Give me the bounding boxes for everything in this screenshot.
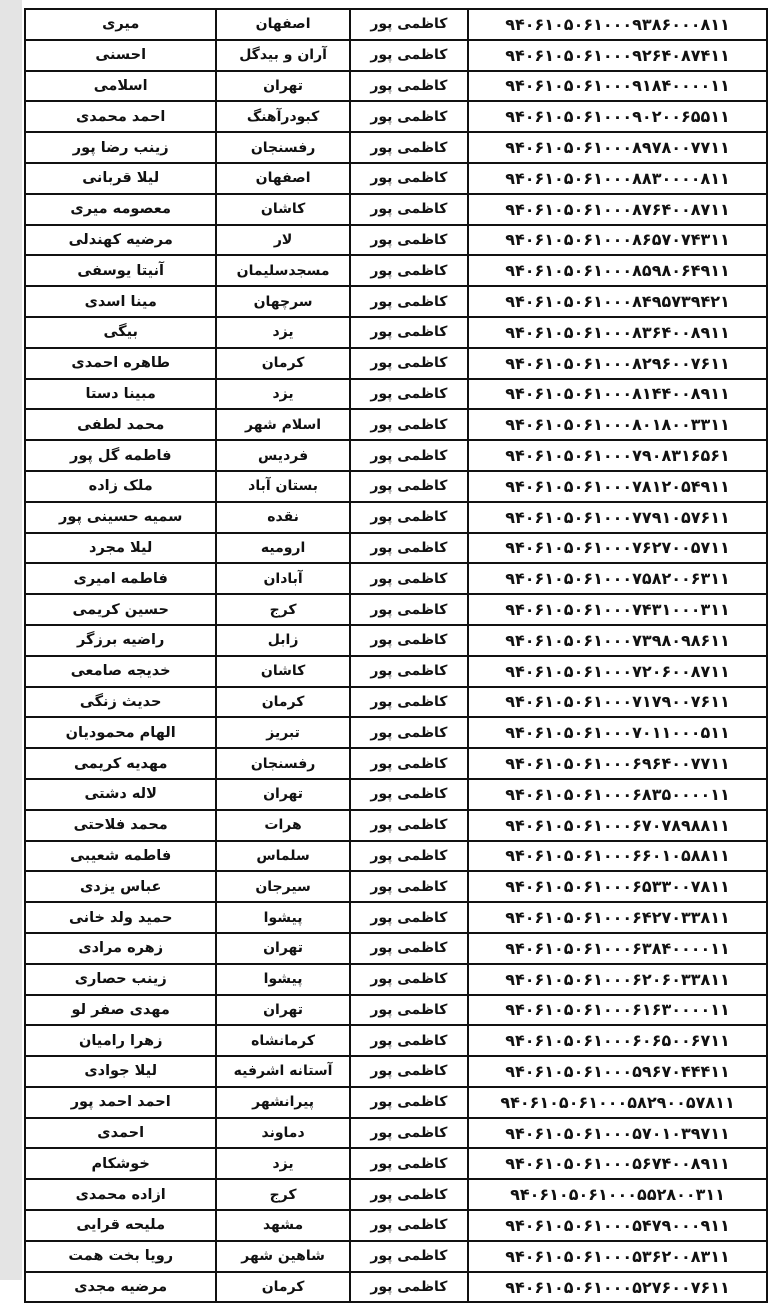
- left-margin-strip: [0, 0, 22, 1280]
- city-cell: دماوند: [216, 1118, 349, 1149]
- city-cell: یزد: [216, 317, 349, 348]
- name-cell: مهدی صفر لو: [25, 995, 216, 1026]
- city-cell: کرمان: [216, 687, 349, 718]
- table-row: [25, 1087, 767, 1118]
- account-code-cell: ۹۴۰۶۱۰۵۰۶۱۰۰۰۹۳۸۶۰۰۰۸۱۱: [468, 9, 767, 40]
- surname-cell: کاظمی پور: [350, 1087, 468, 1118]
- account-code-cell: ۹۴۰۶۱۰۵۰۶۱۰۰۰۵۶۷۴۰۰۸۹۱۱: [468, 1148, 767, 1179]
- account-code-cell: ۹۴۰۶۱۰۵۰۶۱۰۰۰۶۰۶۵۰۰۶۷۱۱: [468, 1025, 767, 1056]
- city-cell: تهران: [216, 933, 349, 964]
- name-cell: لیلا مجرد: [25, 533, 216, 564]
- name-cell: زهرا رامیان: [25, 1025, 216, 1056]
- account-code-cell: ۹۴۰۶۱۰۵۰۶۱۰۰۰۵۷۰۱۰۳۹۷۱۱: [468, 1118, 767, 1149]
- name-cell: مرضیه مجدی: [25, 1272, 216, 1303]
- name-cell: حسین کریمی: [25, 594, 216, 625]
- name-cell: زهره مرادی: [25, 933, 216, 964]
- name-cell: ازاده محمدی: [25, 1179, 216, 1210]
- account-code-cell: ۹۴۰۶۱۰۵۰۶۱۰۰۰۷۲۰۶۰۰۸۷۱۱: [468, 656, 767, 687]
- city-cell: رفسنجان: [216, 132, 349, 163]
- name-cell: سمیه حسینی پور: [25, 502, 216, 533]
- name-cell: ملک زاده: [25, 471, 216, 502]
- surname-cell: کاظمی پور: [350, 101, 468, 132]
- name-cell: مهدیه کریمی: [25, 748, 216, 779]
- account-code-cell: ۹۴۰۶۱۰۵۰۶۱۰۰۰۷۱۷۹۰۰۷۶۱۱: [468, 687, 767, 718]
- surname-cell: کاظمی پور: [350, 810, 468, 841]
- name-cell: احسنی: [25, 40, 216, 71]
- table-row: [25, 1241, 767, 1272]
- surname-cell: کاظمی پور: [350, 194, 468, 225]
- table-row: [25, 1025, 767, 1056]
- surname-cell: کاظمی پور: [350, 748, 468, 779]
- city-cell: آران و بیدگل: [216, 40, 349, 71]
- surname-cell: کاظمی پور: [350, 687, 468, 718]
- name-cell: معصومه میری: [25, 194, 216, 225]
- account-code-cell: ۹۴۰۶۱۰۵۰۶۱۰۰۰۶۲۰۶۰۳۳۸۱۱: [468, 964, 767, 995]
- table-row: [25, 101, 767, 132]
- table-row: [25, 871, 767, 902]
- surname-cell: کاظمی پور: [350, 625, 468, 656]
- table-row: [25, 194, 767, 225]
- name-cell: احمد محمدی: [25, 101, 216, 132]
- city-cell: هرات: [216, 810, 349, 841]
- table-row: [25, 225, 767, 256]
- surname-cell: کاظمی پور: [350, 1210, 468, 1241]
- city-cell: کرج: [216, 1179, 349, 1210]
- table-row: [25, 995, 767, 1026]
- surname-cell: کاظمی پور: [350, 902, 468, 933]
- surname-cell: کاظمی پور: [350, 995, 468, 1026]
- account-code-cell: ۹۴۰۶۱۰۵۰۶۱۰۰۰۵۳۶۲۰۰۸۳۱۱: [468, 1241, 767, 1272]
- account-code-cell: ۹۴۰۶۱۰۵۰۶۱۰۰۰۹۰۲۰۰۶۵۵۱۱: [468, 101, 767, 132]
- surname-cell: کاظمی پور: [350, 779, 468, 810]
- records-table-body: [25, 9, 767, 1302]
- surname-cell: کاظمی پور: [350, 717, 468, 748]
- city-cell: یزد: [216, 1148, 349, 1179]
- city-cell: یزد: [216, 379, 349, 410]
- city-cell: کرمان: [216, 1272, 349, 1303]
- surname-cell: کاظمی پور: [350, 163, 468, 194]
- records-table: [24, 8, 768, 1303]
- city-cell: کرمان: [216, 348, 349, 379]
- name-cell: لیلا جوادی: [25, 1056, 216, 1087]
- surname-cell: کاظمی پور: [350, 841, 468, 872]
- table-row: [25, 656, 767, 687]
- city-cell: سلماس: [216, 841, 349, 872]
- city-cell: مشهد: [216, 1210, 349, 1241]
- table-row: [25, 533, 767, 564]
- city-cell: کاشان: [216, 656, 349, 687]
- account-code-cell: ۹۴۰۶۱۰۵۰۶۱۰۰۰۵۲۷۶۰۰۷۶۱۱: [468, 1272, 767, 1303]
- name-cell: لیلا قربانی: [25, 163, 216, 194]
- surname-cell: کاظمی پور: [350, 563, 468, 594]
- table-row: [25, 1118, 767, 1149]
- surname-cell: کاظمی پور: [350, 502, 468, 533]
- surname-cell: کاظمی پور: [350, 964, 468, 995]
- table-row: [25, 163, 767, 194]
- name-cell: احمد احمد پور: [25, 1087, 216, 1118]
- name-cell: حدیث زنگی: [25, 687, 216, 718]
- city-cell: اصفهان: [216, 9, 349, 40]
- surname-cell: کاظمی پور: [350, 440, 468, 471]
- name-cell: مرضیه کهندلی: [25, 225, 216, 256]
- account-code-cell: ۹۴۰۶۱۰۵۰۶۱۰۰۰۸۵۹۸۰۶۴۹۱۱: [468, 255, 767, 286]
- table-row: [25, 317, 767, 348]
- city-cell: لار: [216, 225, 349, 256]
- account-code-cell: ۹۴۰۶۱۰۵۰۶۱۰۰۰۷۳۹۸۰۹۸۶۱۱: [468, 625, 767, 656]
- table-row: [25, 687, 767, 718]
- name-cell: رویا بخت همت: [25, 1241, 216, 1272]
- surname-cell: کاظمی پور: [350, 594, 468, 625]
- name-cell: محمد فلاحتی: [25, 810, 216, 841]
- table-row: [25, 348, 767, 379]
- table-row: [25, 379, 767, 410]
- surname-cell: کاظمی پور: [350, 1025, 468, 1056]
- city-cell: زابل: [216, 625, 349, 656]
- account-code-cell: ۹۴۰۶۱۰۵۰۶۱۰۰۰۸۶۵۷۰۷۴۳۱۱: [468, 225, 767, 256]
- surname-cell: کاظمی پور: [350, 132, 468, 163]
- account-code-cell: ۹۴۰۶۱۰۵۰۶۱۰۰۰۸۰۱۸۰۰۳۳۱۱: [468, 409, 767, 440]
- account-code-cell: ۹۴۰۶۱۰۵۰۶۱۰۰۰۶۷۰۷۸۹۸۸۱۱: [468, 810, 767, 841]
- city-cell: کبودرآهنگ: [216, 101, 349, 132]
- table-row: [25, 9, 767, 40]
- surname-cell: کاظمی پور: [350, 1241, 468, 1272]
- city-cell: تهران: [216, 995, 349, 1026]
- name-cell: راضیه برزگر: [25, 625, 216, 656]
- name-cell: حمید ولد خانی: [25, 902, 216, 933]
- name-cell: مبینا دستا: [25, 379, 216, 410]
- name-cell: بیگی: [25, 317, 216, 348]
- account-code-cell: ۹۴۰۶۱۰۵۰۶۱۰۰۰۸۷۶۴۰۰۸۷۱۱: [468, 194, 767, 225]
- name-cell: فاطمه گل پور: [25, 440, 216, 471]
- table-row: [25, 502, 767, 533]
- city-cell: نقده: [216, 502, 349, 533]
- surname-cell: کاظمی پور: [350, 471, 468, 502]
- surname-cell: کاظمی پور: [350, 871, 468, 902]
- name-cell: مینا اسدی: [25, 286, 216, 317]
- table-row: [25, 440, 767, 471]
- account-code-cell: ۹۴۰۶۱۰۵۰۶۱۰۰۰۷۶۲۷۰۰۵۷۱۱: [468, 533, 767, 564]
- account-code-cell: ۹۴۰۶۱۰۵۰۶۱۰۰۰۸۳۶۴۰۰۸۹۱۱: [468, 317, 767, 348]
- surname-cell: کاظمی پور: [350, 379, 468, 410]
- surname-cell: کاظمی پور: [350, 71, 468, 102]
- city-cell: آبادان: [216, 563, 349, 594]
- surname-cell: کاظمی پور: [350, 225, 468, 256]
- surname-cell: کاظمی پور: [350, 9, 468, 40]
- surname-cell: کاظمی پور: [350, 1056, 468, 1087]
- city-cell: کاشان: [216, 194, 349, 225]
- account-code-cell: ۹۴۰۶۱۰۵۰۶۱۰۰۰۶۳۸۴۰۰۰۰۱۱: [468, 933, 767, 964]
- account-code-cell: ۹۴۰۶۱۰۵۰۶۱۰۰۰۸۱۴۴۰۰۸۹۱۱: [468, 379, 767, 410]
- surname-cell: کاظمی پور: [350, 348, 468, 379]
- name-cell: عباس یزدی: [25, 871, 216, 902]
- surname-cell: کاظمی پور: [350, 317, 468, 348]
- city-cell: مسجدسلیمان: [216, 255, 349, 286]
- table-row: [25, 717, 767, 748]
- name-cell: احمدی: [25, 1118, 216, 1149]
- table-row: [25, 902, 767, 933]
- account-code-cell: ۹۴۰۶۱۰۵۰۶۱۰۰۰۶۱۶۳۰۰۰۰۱۱: [468, 995, 767, 1026]
- name-cell: زینب رضا پور: [25, 132, 216, 163]
- account-code-cell: ۹۴۰۶۱۰۵۰۶۱۰۰۰۵۵۲۸۰۰۳۱۱: [468, 1179, 767, 1210]
- table-row: [25, 625, 767, 656]
- account-code-cell: ۹۴۰۶۱۰۵۰۶۱۰۰۰۶۴۲۷۰۳۳۸۱۱: [468, 902, 767, 933]
- table-row: [25, 1179, 767, 1210]
- surname-cell: کاظمی پور: [350, 1272, 468, 1303]
- name-cell: طاهره احمدی: [25, 348, 216, 379]
- city-cell: سیرجان: [216, 871, 349, 902]
- table-row: [25, 471, 767, 502]
- account-code-cell: ۹۴۰۶۱۰۵۰۶۱۰۰۰۸۹۷۸۰۰۷۷۱۱: [468, 132, 767, 163]
- table-row: [25, 71, 767, 102]
- city-cell: پیرانشهر: [216, 1087, 349, 1118]
- account-code-cell: ۹۴۰۶۱۰۵۰۶۱۰۰۰۷۴۳۱۰۰۰۳۱۱: [468, 594, 767, 625]
- table-row: [25, 964, 767, 995]
- table-row: [25, 563, 767, 594]
- name-cell: زینب حصاری: [25, 964, 216, 995]
- account-code-cell: ۹۴۰۶۱۰۵۰۶۱۰۰۰۶۹۶۴۰۰۷۷۱۱: [468, 748, 767, 779]
- table-row: [25, 748, 767, 779]
- table-row: [25, 286, 767, 317]
- city-cell: ارومیه: [216, 533, 349, 564]
- account-code-cell: ۹۴۰۶۱۰۵۰۶۱۰۰۰۶۵۳۳۰۰۷۸۱۱: [468, 871, 767, 902]
- account-code-cell: ۹۴۰۶۱۰۵۰۶۱۰۰۰۵۴۷۹۰۰۰۹۱۱: [468, 1210, 767, 1241]
- table-row: [25, 1056, 767, 1087]
- table-row: [25, 409, 767, 440]
- account-code-cell: ۹۴۰۶۱۰۵۰۶۱۰۰۰۵۸۲۹۰۰۵۷۸۱۱: [468, 1087, 767, 1118]
- city-cell: اسلام شهر: [216, 409, 349, 440]
- table-row: [25, 779, 767, 810]
- name-cell: فاطمه امیری: [25, 563, 216, 594]
- account-code-cell: ۹۴۰۶۱۰۵۰۶۱۰۰۰۸۲۹۶۰۰۷۶۱۱: [468, 348, 767, 379]
- surname-cell: کاظمی پور: [350, 656, 468, 687]
- surname-cell: کاظمی پور: [350, 255, 468, 286]
- account-code-cell: ۹۴۰۶۱۰۵۰۶۱۰۰۰۵۹۶۷۰۴۴۴۱۱: [468, 1056, 767, 1087]
- table-row: [25, 40, 767, 71]
- city-cell: سرچهان: [216, 286, 349, 317]
- table-row: [25, 933, 767, 964]
- city-cell: اصفهان: [216, 163, 349, 194]
- city-cell: شاهین شهر: [216, 1241, 349, 1272]
- city-cell: آستانه اشرفیه: [216, 1056, 349, 1087]
- surname-cell: کاظمی پور: [350, 1148, 468, 1179]
- name-cell: میری: [25, 9, 216, 40]
- name-cell: محمد لطفی: [25, 409, 216, 440]
- city-cell: تبریز: [216, 717, 349, 748]
- account-code-cell: ۹۴۰۶۱۰۵۰۶۱۰۰۰۷۹۰۸۳۱۶۵۶۱: [468, 440, 767, 471]
- city-cell: پیشوا: [216, 902, 349, 933]
- surname-cell: کاظمی پور: [350, 1118, 468, 1149]
- name-cell: خدیجه صامعی: [25, 656, 216, 687]
- name-cell: لاله دشتی: [25, 779, 216, 810]
- name-cell: اسلامی: [25, 71, 216, 102]
- name-cell: فاطمه شعیبی: [25, 841, 216, 872]
- table-row: [25, 1148, 767, 1179]
- city-cell: رفسنجان: [216, 748, 349, 779]
- table-row: [25, 810, 767, 841]
- account-code-cell: ۹۴۰۶۱۰۵۰۶۱۰۰۰۶۶۰۱۰۵۸۸۱۱: [468, 841, 767, 872]
- account-code-cell: ۹۴۰۶۱۰۵۰۶۱۰۰۰۶۸۳۵۰۰۰۰۱۱: [468, 779, 767, 810]
- surname-cell: کاظمی پور: [350, 1179, 468, 1210]
- table-row: [25, 1272, 767, 1303]
- account-code-cell: ۹۴۰۶۱۰۵۰۶۱۰۰۰۷۵۸۲۰۰۶۳۱۱: [468, 563, 767, 594]
- account-code-cell: ۹۴۰۶۱۰۵۰۶۱۰۰۰۷۰۱۱۰۰۰۵۱۱: [468, 717, 767, 748]
- account-code-cell: ۹۴۰۶۱۰۵۰۶۱۰۰۰۷۸۱۲۰۵۴۹۱۱: [468, 471, 767, 502]
- city-cell: کرمانشاه: [216, 1025, 349, 1056]
- city-cell: تهران: [216, 71, 349, 102]
- account-code-cell: ۹۴۰۶۱۰۵۰۶۱۰۰۰۷۷۹۱۰۵۷۶۱۱: [468, 502, 767, 533]
- table-row: [25, 255, 767, 286]
- city-cell: فردیس: [216, 440, 349, 471]
- surname-cell: کاظمی پور: [350, 933, 468, 964]
- surname-cell: کاظمی پور: [350, 40, 468, 71]
- table-row: [25, 1210, 767, 1241]
- name-cell: آنیتا یوسفی: [25, 255, 216, 286]
- table-row: [25, 132, 767, 163]
- surname-cell: کاظمی پور: [350, 533, 468, 564]
- city-cell: تهران: [216, 779, 349, 810]
- name-cell: ملیحه قرایی: [25, 1210, 216, 1241]
- table-row: [25, 841, 767, 872]
- city-cell: پیشوا: [216, 964, 349, 995]
- name-cell: خوشکام: [25, 1148, 216, 1179]
- name-cell: الهام محمودیان: [25, 717, 216, 748]
- city-cell: کرج: [216, 594, 349, 625]
- surname-cell: کاظمی پور: [350, 286, 468, 317]
- account-code-cell: ۹۴۰۶۱۰۵۰۶۱۰۰۰۸۸۳۰۰۰۰۸۱۱: [468, 163, 767, 194]
- surname-cell: کاظمی پور: [350, 409, 468, 440]
- city-cell: بستان آباد: [216, 471, 349, 502]
- account-code-cell: ۹۴۰۶۱۰۵۰۶۱۰۰۰۹۱۸۴۰۰۰۰۱۱: [468, 71, 767, 102]
- table-row: [25, 594, 767, 625]
- account-code-cell: ۹۴۰۶۱۰۵۰۶۱۰۰۰۹۲۶۴۰۸۷۴۱۱: [468, 40, 767, 71]
- account-code-cell: ۹۴۰۶۱۰۵۰۶۱۰۰۰۸۴۹۵۷۳۹۴۲۱: [468, 286, 767, 317]
